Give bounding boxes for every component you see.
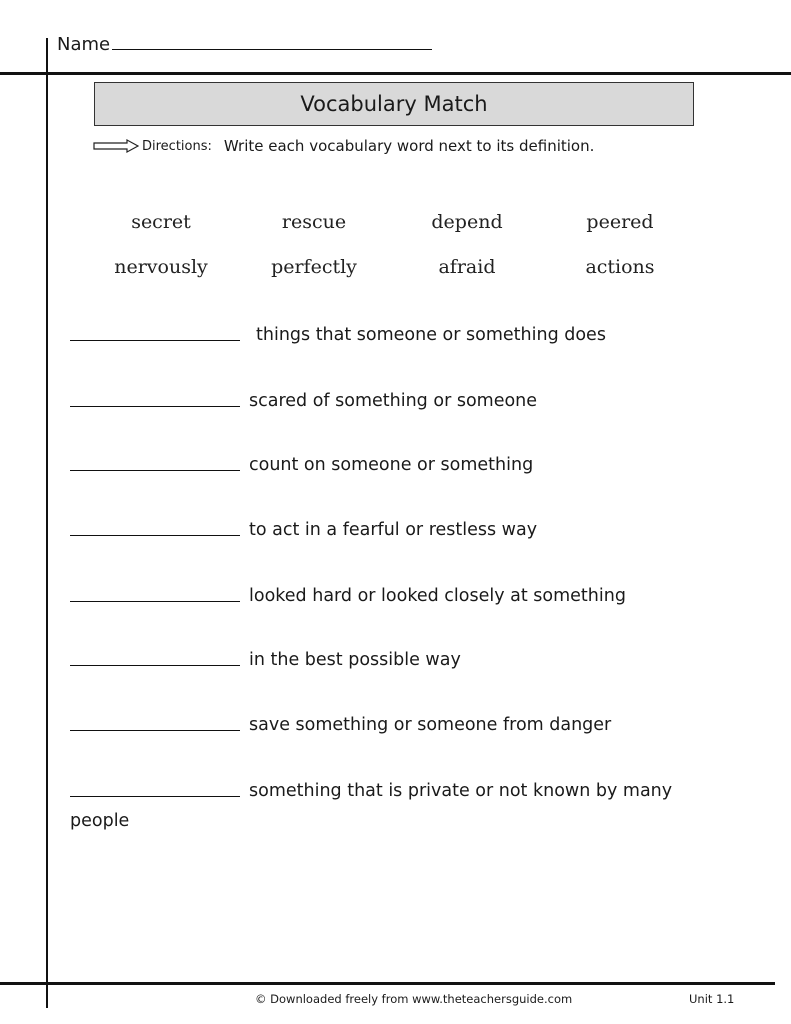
left-margin-line (46, 38, 48, 1008)
definition-text: count on someone or something (249, 455, 534, 475)
directions (93, 137, 594, 155)
answer-blank[interactable] (70, 534, 240, 536)
answer-blank[interactable] (70, 664, 240, 666)
word-bank-item: nervously (114, 256, 208, 278)
name-blank-line[interactable] (112, 33, 432, 50)
directions-text: Write each vocabulary word next to its definition. (223, 137, 595, 155)
name-field (57, 33, 432, 55)
definition-row (70, 455, 533, 475)
definition-row (70, 781, 672, 801)
definition-text: scared of something or someone (249, 391, 538, 411)
definition-text-continuation: people (70, 811, 130, 831)
answer-blank[interactable] (70, 469, 240, 471)
definition-row (70, 391, 537, 411)
name-label: Name (57, 34, 111, 55)
definition-row (70, 715, 611, 735)
word-bank-item: perfectly (271, 256, 357, 278)
word-bank-item: actions (585, 256, 655, 278)
header-divider (0, 72, 791, 75)
word-bank-item: peered (586, 211, 654, 233)
answer-blank[interactable] (70, 405, 240, 407)
footer-divider (0, 982, 775, 985)
answer-blank[interactable] (70, 729, 240, 731)
definition-row (70, 650, 461, 670)
footer-credit: © Downloaded freely from www.theteachersguide.com (255, 992, 573, 1006)
word-bank-item: depend (431, 211, 503, 233)
definition-text: looked hard or looked closely at something (249, 586, 626, 606)
answer-blank[interactable] (70, 600, 240, 602)
word-bank-item: rescue (281, 211, 347, 233)
definition-row (70, 586, 626, 606)
definition-text: save something or someone from danger (249, 715, 612, 735)
word-bank-item: secret (131, 211, 191, 233)
directions-label: Directions: (142, 138, 212, 154)
worksheet-title-box (94, 82, 694, 126)
unit-label: Unit 1.1 (689, 992, 735, 1006)
definition-text: to act in a fearful or restless way (249, 520, 538, 540)
word-bank-item: afraid (438, 256, 496, 278)
arrow-right-icon (93, 139, 139, 153)
definition-row (70, 520, 537, 540)
answer-blank[interactable] (70, 795, 240, 797)
answer-blank[interactable] (70, 339, 240, 341)
worksheet-title: Vocabulary Match (300, 92, 488, 116)
definition-text: things that someone or something does (256, 325, 606, 345)
definition-text: in the best possible way (249, 650, 461, 670)
definition-text: something that is private or not known by many (249, 781, 673, 801)
definition-row (70, 325, 606, 345)
